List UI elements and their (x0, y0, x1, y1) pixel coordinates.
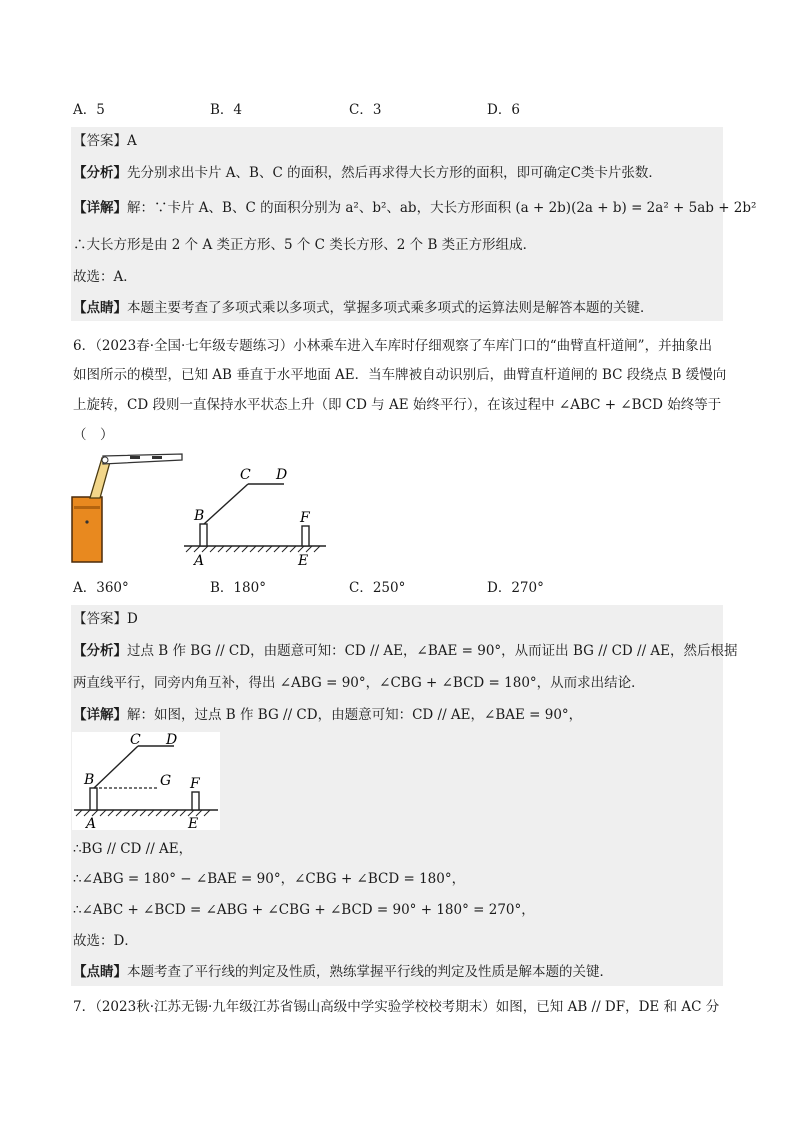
sol-fig-label-e: E (188, 816, 199, 830)
sol-fig-label-a: A (86, 816, 97, 830)
q6-option-c: C．250° (349, 580, 406, 596)
q6-detail-5: 故选：D． (73, 933, 138, 949)
q6-option-a: A．360° (73, 580, 129, 596)
fig-label-c: C (240, 467, 251, 483)
fig-label-d: D (276, 467, 288, 483)
fig-label-e: E (298, 553, 309, 568)
q5-solution-block (71, 127, 723, 321)
q7-stem-1: 7．（2023秋·江苏无锡·九年级江苏省锡山高级中学实验学校校考期末）如图，已知 AB // DF，DE 和 AC 分 (73, 999, 720, 1015)
fig-label-b: B (194, 508, 205, 524)
q6-stem-4: （ ） (73, 427, 114, 443)
q5-option-d: D．6 (487, 102, 520, 118)
q5-detail-2: ∴大长方形是由 2 个 A 类正方形、5 个 C 类长方形、2 个 B 类正方形组成． (73, 237, 537, 253)
q6-geometry-figure (180, 462, 330, 568)
q5-detail-1: 【详解】解：∵卡片 A、B、C 的面积分别为 a²、b²、ab，大长方形面积 (a + 2b)(2a + b) = 2a² + 5ab + 2b² (73, 200, 757, 216)
fig-label-a: A (194, 553, 205, 568)
q6-detail-3: ∴∠ABG = 180° − ∠BAE = 90°，∠CBG + ∠BCD = 180°， (73, 871, 466, 887)
q6-detail-4: ∴∠ABC + ∠BCD = ∠ABG + ∠CBG + ∠BCD = 90° + 180° = 270°， (73, 902, 535, 918)
barrier-gate-illustration (70, 452, 188, 566)
q6-stem-3: 上旋转，CD 段则一直保持水平状态上升（即 CD 与 AE 始终平行），在该过程中 ∠ABC + ∠BCD 始终等于 (73, 397, 722, 413)
sol-fig-label-g: G (160, 773, 172, 789)
q6-stem-2: 如图所示的模型，已知 AB 垂直于水平地面 AE．当车牌被自动识别后，曲臂直杆道闸的 BC 段绕点 B 缓慢向 (73, 367, 727, 383)
q6-option-b: B．180° (210, 580, 266, 596)
sol-fig-label-d: D (166, 732, 178, 748)
q6-stem-1: 6．（2023春·全国·七年级专题练习）小林乘车进入车库时仔细观察了车库门口的“曲臂直杆道闸”，并抽象出 (73, 338, 713, 354)
q6-solution-figure (72, 732, 220, 830)
q5-answer: 【答案】A (73, 133, 137, 149)
q6-comment: 【点睛】本题考查了平行线的判定及性质，熟练掌握平行线的判定及性质是解本题的关键． (73, 964, 613, 980)
sol-fig-label-f: F (190, 776, 200, 792)
q5-detail-3: 故选：A． (73, 269, 137, 285)
q5-option-a: A．5 (73, 102, 105, 118)
sol-fig-label-c: C (130, 732, 141, 748)
q5-option-b: B．4 (210, 102, 243, 118)
q6-analysis-2: 两直线平行，同旁内角互补，得出 ∠ABG = 90°，∠CBG + ∠BCD = 180°，从而求出结论． (73, 675, 645, 691)
fig-label-f: F (300, 510, 310, 526)
q6-analysis-1: 【分析】过点 B 作 BG // CD，由题意可知：CD // AE，∠BAE = 90°，从而证出 BG // CD // AE，然后根据 (73, 643, 738, 659)
q6-detail-2: ∴BG // CD // AE， (73, 841, 193, 857)
q5-comment: 【点睛】本题主要考查了多项式乘以多项式，掌握多项式乘多项式的运算法则是解答本题的关键． (73, 300, 654, 316)
q5-analysis: 【分析】先分别求出卡片 A、B、C 的面积，然后再求得大长方形的面积，即可确定C类卡片张数． (73, 165, 662, 181)
q6-option-d: D．270° (487, 580, 544, 596)
q6-answer: 【答案】D (73, 611, 138, 627)
sol-fig-label-b: B (84, 772, 95, 788)
q5-option-c: C．3 (349, 102, 382, 118)
q6-detail-1: 【详解】解：如图，过点 B 作 BG // CD，由题意可知：CD // AE，∠BAE = 90°， (73, 707, 583, 723)
